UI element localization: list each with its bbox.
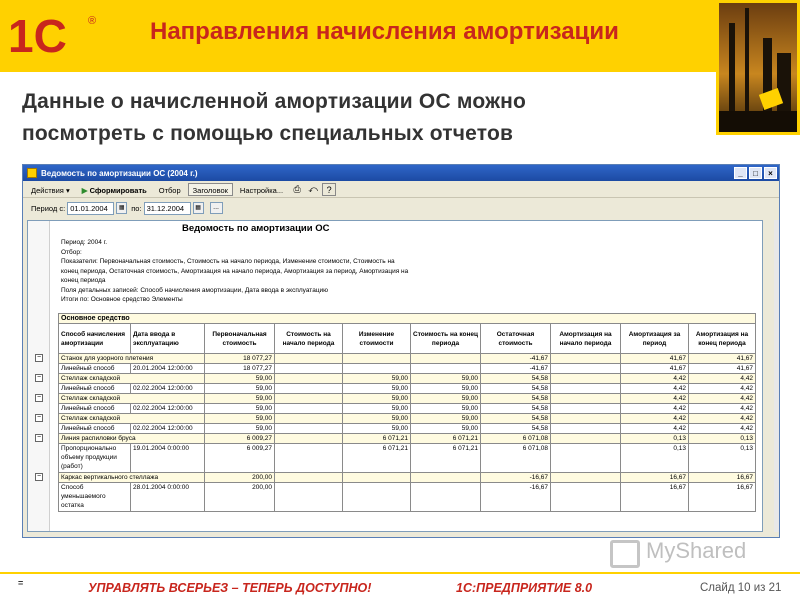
value-cell: 59,00: [205, 374, 275, 384]
method-cell: Линейный способ: [59, 404, 131, 414]
window-title: Ведомость по амортизации ОС (2004 г.): [41, 168, 198, 178]
group-row[interactable]: [59, 434, 756, 444]
value-cell: 200,00: [205, 473, 275, 483]
value-cell: 59,00: [411, 384, 481, 394]
toolbar: [23, 181, 779, 198]
value-cell: [551, 384, 621, 394]
report-area[interactable]: [27, 220, 763, 532]
period-from-label: Период с:: [31, 203, 66, 213]
value-cell: 6 071,21: [343, 434, 411, 444]
period-row: [23, 198, 779, 218]
value-cell: 41,67: [689, 354, 756, 364]
date-cell: 02.02.2004 12:00:00: [131, 404, 205, 414]
value-cell: [551, 483, 621, 512]
group-row[interactable]: [59, 354, 756, 364]
meta-line: Поля детальных записей: Способ начисления амортизации, Дата ввода в эксплуатацию: [61, 286, 329, 294]
value-cell: 18 077,27: [205, 354, 275, 364]
value-cell: [343, 364, 411, 374]
calendar-to-icon[interactable]: ▦: [193, 202, 204, 214]
value-cell: 59,00: [411, 394, 481, 404]
value-cell: [275, 364, 343, 374]
logo-registered-mark: ®: [88, 15, 97, 27]
value-cell: 59,00: [343, 384, 411, 394]
value-cell: 6 009,27: [205, 444, 275, 473]
value-cell: 0,13: [621, 444, 689, 473]
group-row[interactable]: [59, 394, 756, 404]
column-header[interactable]: Стоимость на конец периода: [411, 324, 481, 354]
value-cell: 59,00: [411, 414, 481, 424]
footer-mark: =: [18, 578, 24, 588]
watermark-icon: [610, 540, 640, 568]
column-header[interactable]: Дата ввода в эксплуатацию: [131, 324, 205, 354]
value-cell: [551, 473, 621, 483]
value-cell: 54,58: [481, 374, 551, 384]
value-cell: -41,67: [481, 354, 551, 364]
value-cell: 54,58: [481, 414, 551, 424]
report-table: [58, 313, 756, 512]
column-header[interactable]: Способ начисления амортизации: [59, 324, 131, 354]
header-divider: [0, 70, 716, 72]
value-cell: 41,67: [689, 364, 756, 374]
value-cell: 59,00: [343, 374, 411, 384]
value-cell: 59,00: [205, 384, 275, 394]
meta-line: конец периода: [61, 277, 106, 284]
method-cell: Линейный способ: [59, 424, 131, 434]
report-meta: [61, 238, 481, 305]
slide-title: Направления начисления амортизации: [150, 18, 619, 45]
value-cell: [275, 444, 343, 473]
value-cell: 6 009,27: [205, 434, 275, 444]
value-cell: 59,00: [205, 394, 275, 404]
value-cell: [275, 483, 343, 512]
value-cell: 16,67: [621, 483, 689, 512]
value-cell: 18 077,27: [205, 364, 275, 374]
detail-row[interactable]: [59, 483, 756, 512]
value-cell: [551, 424, 621, 434]
value-cell: [551, 404, 621, 414]
period-from-input[interactable]: 01.01.2004: [67, 202, 114, 215]
column-header[interactable]: Изменение стоимости: [343, 324, 411, 354]
maximize-button[interactable]: □: [749, 167, 762, 179]
value-cell: -16,67: [481, 473, 551, 483]
generate-button[interactable]: [77, 183, 152, 196]
value-cell: 4,42: [689, 394, 756, 404]
asset-name-cell: Стеллаж складской: [59, 374, 205, 384]
detail-row[interactable]: [59, 384, 756, 394]
value-cell: 4,42: [621, 394, 689, 404]
value-cell: [343, 473, 411, 483]
calendar-from-icon[interactable]: ▦: [116, 202, 127, 214]
date-cell: 20.01.2004 12:00:00: [131, 364, 205, 374]
value-cell: 0,13: [621, 434, 689, 444]
value-cell: 59,00: [343, 394, 411, 404]
value-cell: 54,58: [481, 424, 551, 434]
minimize-button[interactable]: _: [734, 167, 747, 179]
collapse-group-icon[interactable]: −: [36, 354, 42, 361]
value-cell: 6 071,08: [481, 434, 551, 444]
value-cell: 6 071,21: [343, 444, 411, 473]
window-titlebar[interactable]: [23, 165, 779, 181]
value-cell: 4,42: [621, 424, 689, 434]
slide-footer: [0, 576, 800, 600]
value-cell: [551, 354, 621, 364]
value-cell: [343, 483, 411, 512]
value-cell: [551, 444, 621, 473]
value-cell: [275, 473, 343, 483]
column-header[interactable]: Амортизация на конец периода: [689, 324, 756, 354]
slide-counter: Слайд 10 из 21: [700, 582, 782, 594]
value-cell: [551, 394, 621, 404]
value-cell: 16,67: [689, 473, 756, 483]
value-cell: [343, 354, 411, 364]
column-header[interactable]: Стоимость на начало периода: [275, 324, 343, 354]
value-cell: [411, 473, 481, 483]
value-cell: 4,42: [689, 414, 756, 424]
app-icon: [27, 168, 37, 178]
meta-line: Показатели: Первоначальная стоимость, Стоимость на начало периода, Изменение стоимости, Стоимость на: [61, 258, 395, 265]
value-cell: 200,00: [205, 483, 275, 512]
value-cell: [275, 424, 343, 434]
subtitle-line-1: Данные о начисленной амортизации ОС можно: [22, 90, 527, 113]
header-toggle-button[interactable]: Заголовок: [188, 183, 233, 196]
meta-line: Период: 2004 г.: [61, 239, 108, 246]
value-cell: 59,00: [411, 424, 481, 434]
value-cell: [275, 374, 343, 384]
detail-row[interactable]: [59, 424, 756, 434]
value-cell: 59,00: [343, 414, 411, 424]
column-header[interactable]: Амортизация за период: [621, 324, 689, 354]
value-cell: 4,42: [689, 424, 756, 434]
value-cell: [275, 354, 343, 364]
value-cell: 59,00: [205, 424, 275, 434]
close-button[interactable]: ×: [764, 167, 777, 179]
subtitle-line-2: посмотреть с помощью специальных отчетов: [22, 122, 514, 145]
value-cell: 16,67: [689, 483, 756, 512]
report-window: [22, 164, 780, 538]
value-cell: -16,67: [481, 483, 551, 512]
value-cell: -41,67: [481, 364, 551, 374]
method-cell: Пропорционально объему продукции (работ): [59, 444, 131, 473]
date-cell: 02.02.2004 12:00:00: [131, 384, 205, 394]
value-cell: [275, 394, 343, 404]
asset-name-cell: Стеллаж складской: [59, 414, 205, 424]
period-to-label: по:: [131, 203, 142, 213]
group-row[interactable]: [59, 414, 756, 424]
value-cell: [275, 384, 343, 394]
value-cell: 6 071,21: [411, 444, 481, 473]
play-icon: ▶: [81, 185, 88, 195]
detail-row[interactable]: [59, 404, 756, 414]
value-cell: 4,42: [689, 384, 756, 394]
value-cell: [551, 434, 621, 444]
meta-line: Отбор:: [61, 248, 82, 256]
value-cell: 59,00: [205, 404, 275, 414]
back-icon[interactable]: ⤺: [308, 183, 318, 194]
date-cell: 28.01.2004 0:00:00: [131, 483, 205, 512]
print-icon[interactable]: ⎙: [293, 183, 301, 194]
group-header: Основное средство: [59, 314, 756, 324]
value-cell: 59,00: [343, 404, 411, 414]
value-cell: 0,13: [689, 444, 756, 473]
value-cell: 4,42: [621, 404, 689, 414]
value-cell: 54,58: [481, 384, 551, 394]
detail-row[interactable]: [59, 364, 756, 374]
settings-button[interactable]: Настройка...: [239, 185, 284, 195]
collapse-group-icon[interactable]: −: [36, 414, 42, 421]
logo-text: 1С: [8, 10, 67, 58]
collapse-group-icon[interactable]: −: [36, 394, 42, 401]
value-cell: [275, 404, 343, 414]
date-cell: 02.02.2004 12:00:00: [131, 424, 205, 434]
value-cell: 0,13: [689, 434, 756, 444]
value-cell: 4,42: [689, 404, 756, 414]
footer-slogan: УПРАВЛЯТЬ ВСЕРЬЕЗ – ТЕПЕРЬ ДОСТУПНО!: [88, 581, 372, 595]
footer-product: 1С:ПРЕДПРИЯТИЕ 8.0: [456, 581, 593, 595]
slide-subtitle: [22, 86, 702, 150]
value-cell: [551, 374, 621, 384]
generate-label: Сформировать: [89, 185, 147, 195]
value-cell: 16,67: [621, 473, 689, 483]
method-cell: Способ уменьшаемого остатка: [59, 483, 131, 512]
asset-name-cell: Стеллаж складской: [59, 394, 205, 404]
value-cell: 6 071,08: [481, 444, 551, 473]
asset-name-cell: Линия распиловки бруса: [59, 434, 205, 444]
asset-name-cell: Станок для узорного плетения: [59, 354, 205, 364]
value-cell: 59,00: [411, 404, 481, 414]
period-to-input[interactable]: 31.12.2004: [144, 202, 191, 215]
value-cell: 4,42: [621, 414, 689, 424]
value-cell: 54,58: [481, 394, 551, 404]
collapse-group-icon[interactable]: −: [36, 434, 42, 441]
value-cell: [551, 414, 621, 424]
vertical-scrollbar[interactable]: [774, 220, 779, 532]
value-cell: [551, 364, 621, 374]
help-icon[interactable]: ?: [322, 183, 336, 196]
period-select-button[interactable]: ...: [210, 202, 223, 214]
actions-menu[interactable]: Действия ▾: [31, 185, 70, 195]
column-header[interactable]: Первоначальная стоимость: [205, 324, 275, 354]
value-cell: [411, 364, 481, 374]
value-cell: 6 071,21: [411, 434, 481, 444]
value-cell: 41,67: [621, 354, 689, 364]
value-cell: [411, 483, 481, 512]
group-row[interactable]: [59, 473, 756, 483]
asset-name-cell: Каркас вертикального стеллажа: [59, 473, 205, 483]
corner-photo-refinery: [716, 0, 800, 135]
report-title: Ведомость по амортизации ОС: [182, 223, 330, 234]
value-cell: [275, 414, 343, 424]
column-header[interactable]: Остаточная стоимость: [481, 324, 551, 354]
group-row[interactable]: [59, 374, 756, 384]
column-header[interactable]: Амортизация на начало периода: [551, 324, 621, 354]
collapse-group-icon[interactable]: −: [36, 374, 42, 381]
collapse-group-icon[interactable]: −: [36, 473, 42, 480]
selection-button[interactable]: Отбор: [158, 185, 181, 195]
date-cell: 19.01.2004 0:00:00: [131, 444, 205, 473]
value-cell: 4,42: [621, 384, 689, 394]
method-cell: Линейный способ: [59, 364, 131, 374]
method-cell: Линейный способ: [59, 384, 131, 394]
1c-logo: [8, 10, 103, 58]
value-cell: [275, 434, 343, 444]
value-cell: 4,42: [689, 374, 756, 384]
value-cell: 4,42: [621, 374, 689, 384]
meta-line: Итоги по: Основное средство Элементы: [61, 296, 183, 303]
value-cell: 59,00: [343, 424, 411, 434]
value-cell: 54,58: [481, 404, 551, 414]
footer-divider: [0, 572, 800, 574]
meta-line: конец периода, Остаточная стоимость, Амортизация на начало периода, Амортизация за период, Амортизация на: [61, 267, 409, 275]
value-cell: 41,67: [621, 364, 689, 374]
detail-row[interactable]: [59, 444, 756, 473]
value-cell: [411, 354, 481, 364]
value-cell: 59,00: [205, 414, 275, 424]
watermark-text: MyShared: [646, 538, 747, 563]
value-cell: 59,00: [411, 374, 481, 384]
